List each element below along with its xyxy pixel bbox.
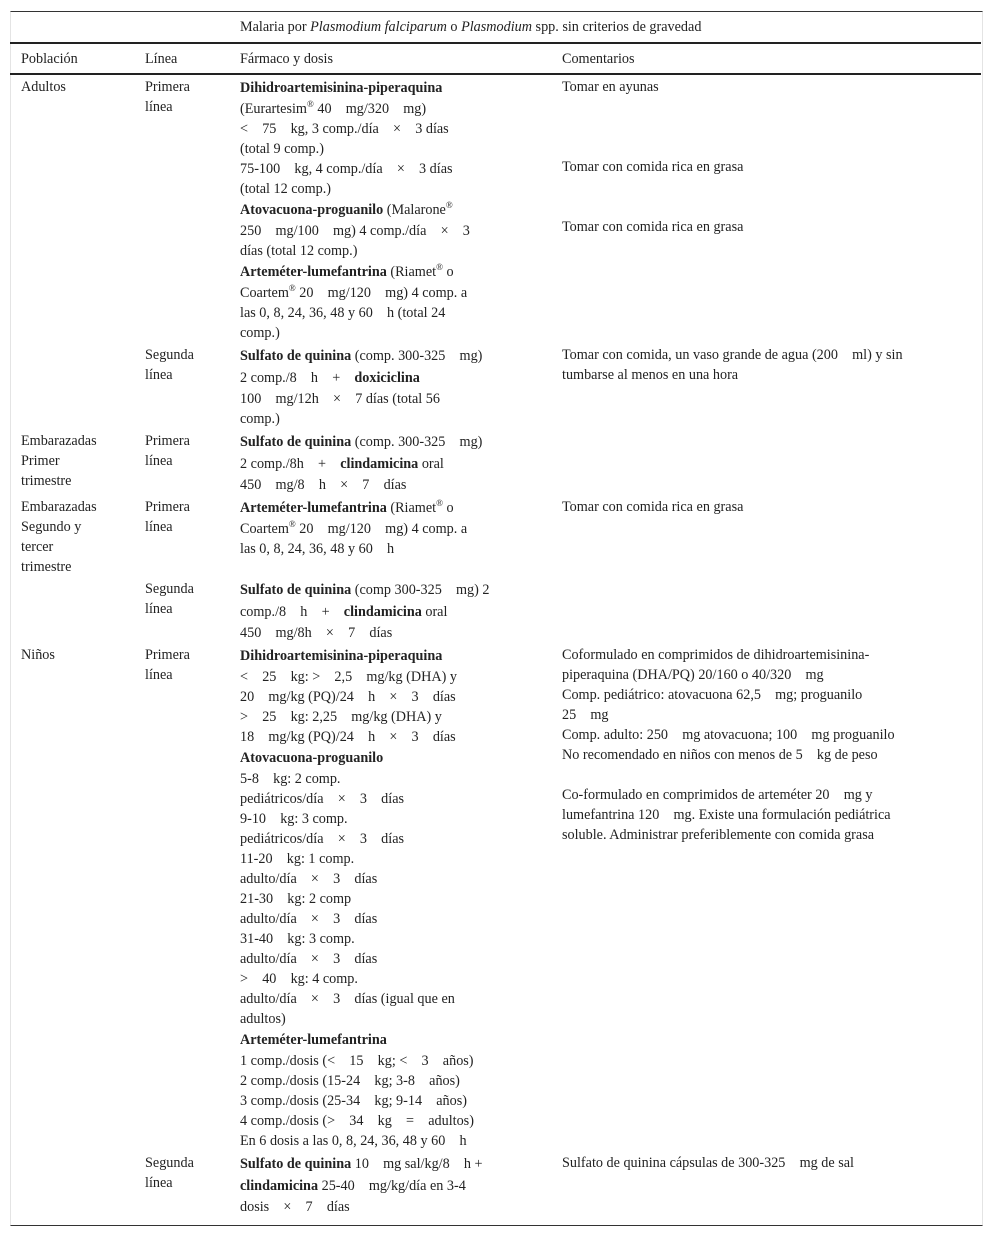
pop-ninos: Niños [21, 647, 55, 663]
dose-line: días (total 12 comp.) [240, 243, 358, 259]
drug-clinda: clindamicina 25-40 mg/kg/día en 3-4 [240, 1178, 466, 1194]
dose-line: 18 mg/kg (PQ)/24 h × 3 días [240, 729, 456, 745]
dose-line: adulto/día × 3 días [240, 911, 378, 927]
dose-line: (total 12 comp.) [240, 181, 332, 197]
dose-line: comp.) [240, 325, 280, 341]
comment: Tomar con comida rica en grasa [562, 219, 744, 235]
dose-line: 450 mg/8 h × 7 días [240, 477, 407, 493]
dose-line: pediátricos/día × 3 días [240, 791, 405, 807]
pop-embarazadas-1: Embarazadas [21, 433, 97, 449]
dose-line: comp./8 h + clindamicina oral [240, 604, 448, 620]
pop-embarazadas-2: Segundo y [21, 519, 82, 535]
dose-line: 11-20 kg: 1 comp. [240, 851, 355, 867]
line-segunda: Segunda [145, 347, 194, 363]
line-primera: Primera [145, 647, 190, 663]
dose-line: 450 mg/8h × 7 días [240, 625, 393, 641]
comment: Tomar con comida rica en grasa [562, 499, 744, 515]
comment: soluble. Administrar preferiblemente con comida grasa [562, 827, 875, 843]
line-segunda: Segunda [145, 581, 194, 597]
comment: 25 mg [562, 707, 609, 723]
line-primera: Primera [145, 433, 190, 449]
dose-line: Coartem® 20 mg/120 mg) 4 comp. a [240, 283, 468, 301]
pop-embarazadas-1: trimestre [21, 473, 72, 489]
dose-line: pediátricos/día × 3 días [240, 831, 405, 847]
header-divider [10, 73, 981, 75]
dose-line: adulto/día × 3 días [240, 951, 378, 967]
dose-line: 1 comp./dosis (< 15 kg; < 3 años) [240, 1053, 474, 1069]
dose-line: < 25 kg: > 2,5 mg/kg (DHA) y [240, 669, 457, 685]
dose-line: adulto/día × 3 días (igual que en [240, 991, 455, 1007]
pop-embarazadas-2: tercer [21, 539, 54, 555]
dose-line: las 0, 8, 24, 36, 48 y 60 h [240, 541, 395, 557]
line-primera: Primera [145, 499, 190, 515]
dose-line: comp.) [240, 411, 280, 427]
comment: Coformulado en comprimidos de dihidroartemisinina- [562, 647, 870, 663]
header-linea: Línea [145, 51, 178, 67]
comment: Comp. pediátrico: atovacuona 62,5 mg; proguanilo [562, 687, 863, 703]
dose-line: Coartem® 20 mg/120 mg) 4 comp. a [240, 519, 468, 537]
line-linea: línea [145, 601, 173, 617]
header-farmaco: Fármaco y dosis [240, 51, 333, 67]
drug-sq: Sulfato de quinina 10 mg sal/kg/8 h + [240, 1156, 483, 1172]
caption-divider [10, 42, 981, 44]
header-comentarios: Comentarios [562, 51, 635, 67]
dose-line: dosis × 7 días [240, 1199, 350, 1215]
line-linea: línea [145, 667, 173, 683]
comment: Tomar con comida rica en grasa [562, 159, 744, 175]
drug-dhapq: Dihidroartemisinina-piperaquina [240, 648, 443, 664]
line-segunda: Segunda [145, 1155, 194, 1171]
drug-atp: Atovacuona-proguanilo (Malarone® [240, 200, 453, 218]
drug-sq: Sulfato de quinina (comp. 300-325 mg) [240, 434, 483, 450]
line-linea: línea [145, 519, 173, 535]
comment: Tomar en ayunas [562, 79, 659, 95]
dose-line: 31-40 kg: 3 comp. [240, 931, 355, 947]
dose-line: 2 comp./8h + clindamicina oral [240, 456, 444, 472]
comment: piperaquina (DHA/PQ) 20/160 o 40/320 mg [562, 667, 824, 683]
pop-embarazadas-2: Embarazadas [21, 499, 97, 515]
dose-line: 20 mg/kg (PQ)/24 h × 3 días [240, 689, 456, 705]
dose-line: 21-30 kg: 2 comp [240, 891, 352, 907]
dose-line: 100 mg/12h × 7 días (total 56 [240, 391, 440, 407]
comment: No recomendado en niños con menos de 5 kg de peso [562, 747, 878, 763]
drug-dhapq: Dihidroartemisinina-piperaquina [240, 80, 443, 96]
dose-line: 4 comp./dosis (> 34 kg = adultos) [240, 1113, 474, 1129]
drug-atp: Atovacuona-proguanilo [240, 750, 384, 766]
dose-line: 5-8 kg: 2 comp. [240, 771, 341, 787]
drug-al: Arteméter-lumefantrina (Riamet® o [240, 262, 454, 280]
dose-line: < 75 kg, 3 comp./día × 3 días [240, 121, 449, 137]
drug-sq: Sulfato de quinina (comp 300-325 mg) 2 [240, 582, 490, 598]
dose-line: 250 mg/100 mg) 4 comp./día × 3 [240, 223, 470, 239]
header-poblacion: Población [21, 51, 78, 67]
pop-adultos: Adultos [21, 79, 66, 95]
line-linea: línea [145, 453, 173, 469]
drug-al: Arteméter-lumefantrina [240, 1032, 387, 1048]
comment: lumefantrina 120 mg. Existe una formulación pediátrica [562, 807, 891, 823]
dose-line: En 6 dosis a las 0, 8, 24, 36, 48 y 60 h [240, 1133, 467, 1149]
dose-line: > 25 kg: 2,25 mg/kg (DHA) y [240, 709, 442, 725]
dose-line: 2 comp./8 h + doxiciclina [240, 370, 420, 386]
dose-line: adultos) [240, 1011, 286, 1027]
drug-al: Arteméter-lumefantrina (Riamet® o [240, 498, 454, 516]
dose-line: adulto/día × 3 días [240, 871, 378, 887]
dose-line: 9-10 kg: 3 comp. [240, 811, 348, 827]
line-primera: Primera [145, 79, 190, 95]
comment: Co-formulado en comprimidos de arteméter 20 mg y [562, 787, 873, 803]
table-caption: Malaria por Plasmodium falciparum o Plasmodium spp. sin criterios de gravedad [240, 19, 702, 35]
dose-line: 2 comp./dosis (15-24 kg; 3-8 años) [240, 1073, 460, 1089]
comment: tumbarse al menos en una hora [562, 367, 739, 383]
dose-line: las 0, 8, 24, 36, 48 y 60 h (total 24 [240, 305, 446, 321]
dose-line: > 40 kg: 4 comp. [240, 971, 358, 987]
comment: Tomar con comida, un vaso grande de agua (200 ml) y sin [562, 347, 903, 363]
comment: Comp. adulto: 250 mg atovacuona; 100 mg proguanilo [562, 727, 895, 743]
pop-embarazadas-2: trimestre [21, 559, 72, 575]
line-linea: línea [145, 367, 173, 383]
dose-line: 75-100 kg, 4 comp./día × 3 días [240, 161, 453, 177]
dose-line: 3 comp./dosis (25-34 kg; 9-14 años) [240, 1093, 467, 1109]
pop-embarazadas-1: Primer [21, 453, 60, 469]
line-linea: línea [145, 99, 173, 115]
dose-line: (total 9 comp.) [240, 141, 324, 157]
line-linea: línea [145, 1175, 173, 1191]
dose-line: (Eurartesim® 40 mg/320 mg) [240, 99, 427, 117]
comment: Sulfato de quinina cápsulas de 300-325 mg de sal [562, 1155, 854, 1171]
drug-sq: Sulfato de quinina (comp. 300-325 mg) [240, 348, 483, 364]
